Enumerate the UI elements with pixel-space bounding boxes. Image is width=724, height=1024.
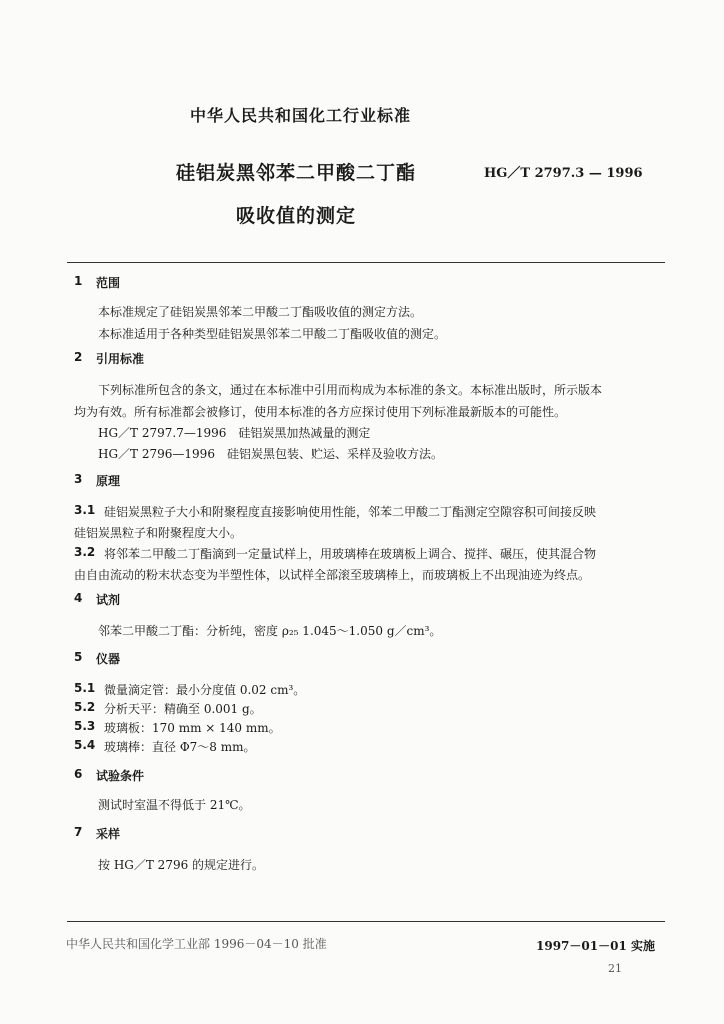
effective-date: 1997－01－01 实施: [536, 939, 655, 953]
header-divider: [67, 262, 665, 263]
approval-note: 中华人民共和国化学工业部 1996－04－10 批准: [66, 937, 327, 951]
section-7-title: 采样: [96, 827, 121, 841]
section-5-number: 5: [74, 650, 83, 664]
publisher-heading: 中华人民共和国化工行业标准: [190, 106, 412, 125]
section-1-title: 范围: [96, 276, 121, 290]
section-3-number: 3: [74, 472, 83, 486]
reference-item-1: HG／T 2797.7—1996 硅铝炭黑加热减量的测定: [98, 426, 371, 440]
section-7-para-1: 按 HG／T 2796 的规定进行。: [98, 858, 265, 872]
section-2-para-line-1: 下列标准所包含的条文，通过在本标准中引用而构成为本标准的条文。本标准出版时，所示版本: [98, 383, 603, 397]
section-5-title: 仪器: [96, 652, 121, 666]
section-6-para-1: 测试时室温不得低于 21℃。: [98, 798, 251, 812]
section-3-title: 原理: [96, 474, 121, 488]
section-1-para-2: 本标准适用于各种类型硅铝炭黑邻苯二甲酸二丁酯吸收值的测定。: [98, 327, 447, 341]
clause-5-2-text: 分析天平：精确至 0.001 g。: [104, 702, 262, 716]
reference-item-2: HG／T 2796—1996 硅铝炭黑包装、贮运、采样及验收方法。: [98, 447, 443, 461]
section-2-number: 2: [74, 350, 83, 364]
section-4-para-1: 邻苯二甲酸二丁酯：分析纯，密度 ρ₂₅ 1.045～1.050 g／cm³。: [98, 624, 442, 638]
standard-code: HG／T 2797.3 — 1996: [484, 166, 643, 181]
clause-5-3-number: 5.3: [74, 719, 96, 733]
section-6-number: 6: [74, 767, 83, 781]
section-4-title: 试剂: [96, 593, 121, 607]
clause-5-4-number: 5.4: [74, 738, 96, 752]
footer-divider: [67, 921, 665, 922]
clause-5-2-number: 5.2: [74, 700, 96, 714]
section-7-number: 7: [74, 825, 83, 839]
section-6-title: 试验条件: [96, 769, 145, 783]
clause-3-1-number: 3.1: [74, 503, 96, 517]
clause-3-2-number: 3.2: [74, 545, 96, 559]
clause-5-1-number: 5.1: [74, 681, 96, 695]
clause-5-1-text: 微量滴定管：最小分度值 0.02 cm³。: [104, 683, 306, 697]
section-2-title: 引用标准: [96, 352, 145, 366]
clause-5-3-text: 玻璃板：170 mm × 140 mm。: [104, 721, 281, 735]
section-1-number: 1: [74, 274, 83, 288]
document-title-line-2: 吸收值的测定: [236, 205, 357, 227]
section-4-number: 4: [74, 591, 83, 605]
clause-3-2-line-1: 将邻苯二甲酸二丁酯滴到一定量试样上，用玻璃棒在玻璃板上调合、搅拌、碾压，使其混合物: [104, 547, 597, 561]
clause-3-2-line-2: 由自由流动的粉末状态变为半塑性体，以试样全部滚至玻璃棒上，而玻璃板上不出现油迹为终点。: [74, 568, 591, 582]
section-2-para-line-2: 均为有效。所有标准都会被修订，使用本标准的各方应探讨使用下列标准最新版本的可能性。: [74, 405, 567, 419]
document-title-line-1: 硅铝炭黑邻苯二甲酸二丁酯: [176, 162, 417, 184]
clause-5-4-text: 玻璃棒：直径 Φ7～8 mm。: [104, 740, 256, 754]
section-1-para-1: 本标准规定了硅铝炭黑邻苯二甲酸二丁酯吸收值的测定方法。: [98, 305, 423, 319]
clause-3-1-line-2: 硅铝炭黑粒子和附聚程度大小。: [74, 526, 243, 540]
clause-3-1-line-1: 硅铝炭黑粒子大小和附聚程度直接影响使用性能，邻苯二甲酸二丁酯测定空隙容积可间接反映: [104, 505, 597, 519]
page-number: 21: [608, 962, 622, 975]
